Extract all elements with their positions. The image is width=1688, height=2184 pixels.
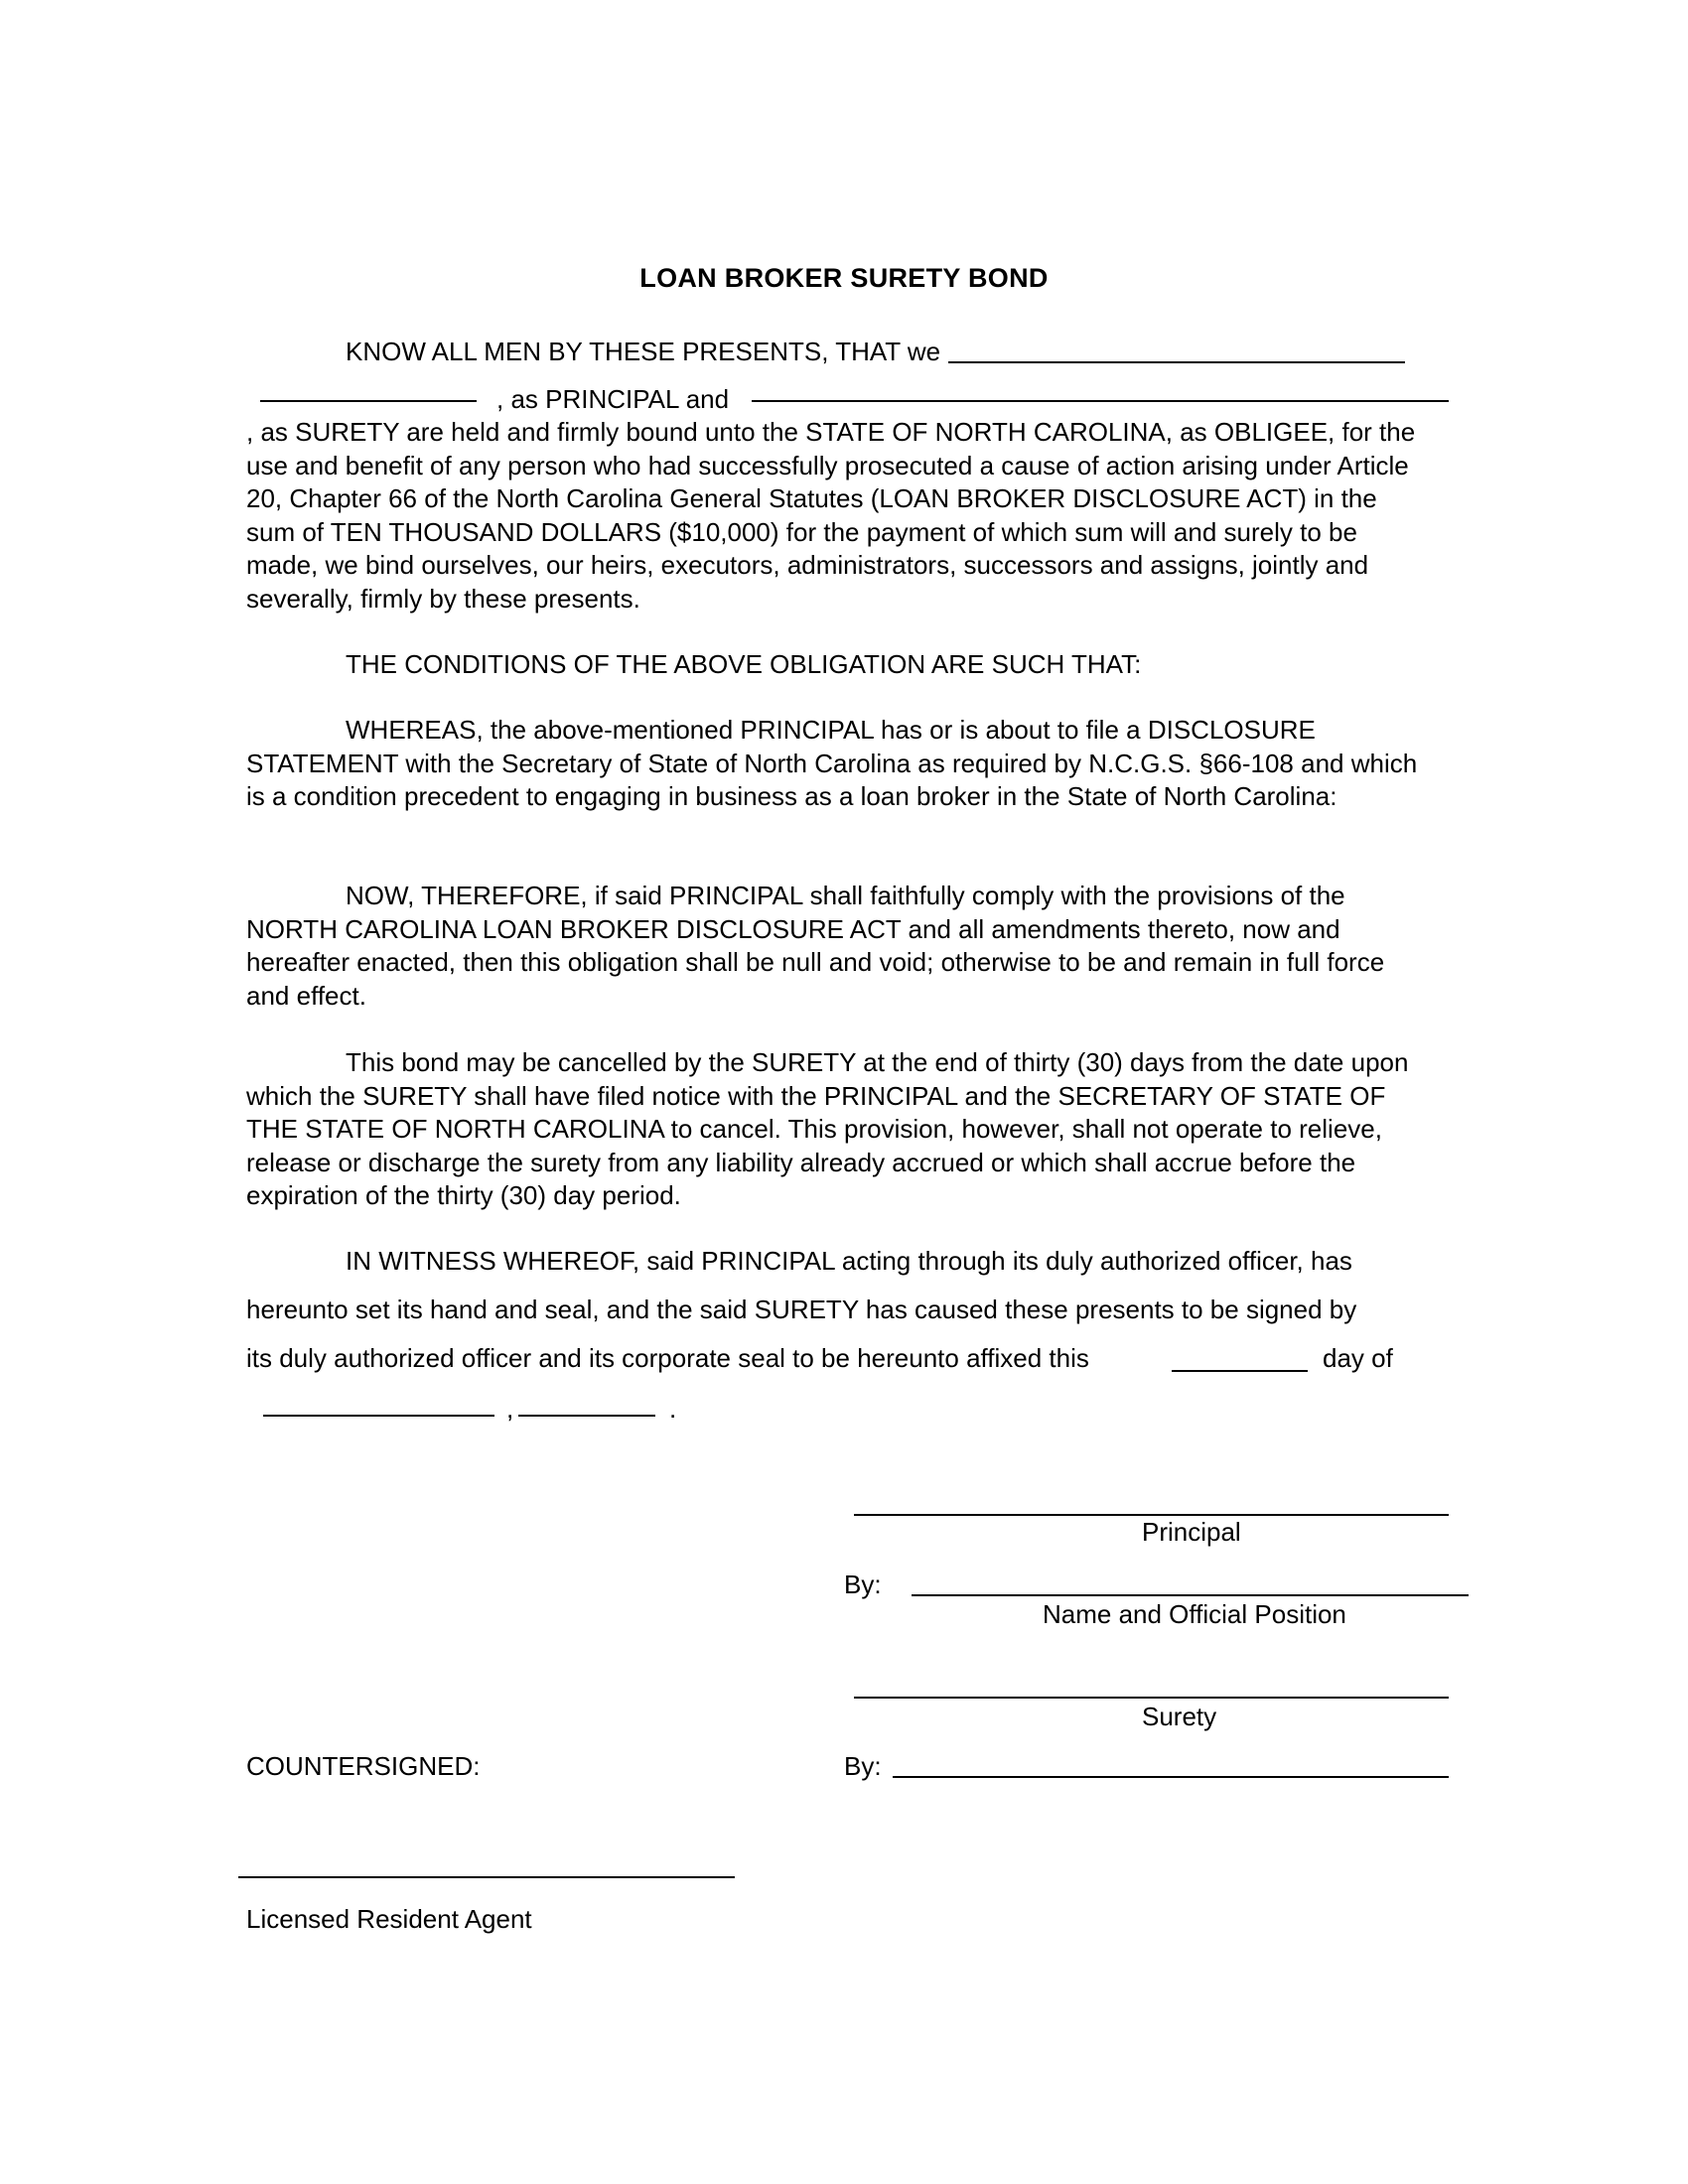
month-blank[interactable] (263, 1415, 494, 1417)
principal-name-blank-2[interactable] (260, 400, 477, 402)
cancellation-paragraph: This bond may be cancelled by the SURETY at the end of thirty (30) days from the date upon which the SURETY shall have filed notice with the PRINCIPAL and the SECRETARY OF STATE OF THE STATE OF NORTH CAROLINA to cancel. This provision, however, shall not operate to relieve, release or discharge the surety from any liability already accrued or which shall accrue before the expiration of the thirty (30) day period. (246, 1047, 1409, 1210)
conditions-heading: THE CONDITIONS OF THE ABOVE OBLIGATION ARE SUCH THAT: (346, 649, 1142, 679)
date-comma: , (506, 1394, 514, 1424)
intro-paragraph: , as SURETY are held and firmly bound unto the STATE OF NORTH CAROLINA, as OBLIGEE, for the use and benefit of any person who had successfully prosecuted a cause of action arising under Article 20, Chapter 66 of the North Carolina General Statutes (LOAN BROKER DISCLOSURE ACT) in the sum of TEN THOUSAND DOLLARS ($10,000) for the payment of which sum will and surely to be made, we bind ourselves, our heirs, executors, administrators, successors and assigns, jointly and severally, firmly by these presents. (246, 417, 1416, 614)
surety-by-label: By: (844, 1751, 882, 1781)
name-position-label: Name and Official Position (1043, 1599, 1346, 1629)
surety-name-blank[interactable] (752, 400, 1449, 402)
principal-by-label: By: (844, 1570, 882, 1599)
witness-line-3: its duly authorized officer and its corporate seal to be hereunto affixed this (246, 1343, 1089, 1373)
year-blank[interactable] (518, 1415, 655, 1417)
countersigned-label: COUNTERSIGNED: (246, 1751, 481, 1781)
surety-officer-signature-line[interactable] (893, 1776, 1449, 1778)
agent-signature-line[interactable] (238, 1876, 735, 1878)
intro-line-1: KNOW ALL MEN BY THESE PRESENTS, THAT we (346, 337, 941, 366)
agent-label: Licensed Resident Agent (246, 1904, 532, 1934)
now-therefore-paragraph: NOW, THEREFORE, if said PRINCIPAL shall faithfully comply with the provisions of the NORTH CAROLINA LOAN BROKER DISCLOSURE ACT and all amendments thereto, now and hereafter enacted, then this obligation shall be null and void; otherwise to be and remain in full force and effect. (246, 881, 1385, 1011)
witness-line-2: hereunto set its hand and seal, and the said SURETY has caused these presents to be signed by (246, 1295, 1357, 1324)
as-principal-text: , as PRINCIPAL and (496, 384, 730, 414)
document-title: LOAN BROKER SURETY BOND (639, 263, 1049, 293)
surety-signature-line[interactable] (854, 1697, 1449, 1699)
principal-name-blank-1[interactable] (948, 361, 1405, 363)
surety-label: Surety (1142, 1702, 1217, 1731)
whereas-paragraph: WHEREAS, the above-mentioned PRINCIPAL has or is about to file a DISCLOSURE STATEMENT with the Secretary of State of North Carolina as required by N.C.G.S. §66-108 and which is a condition precedent to engaging in business as a loan broker in the State of North Carolina: (246, 715, 1418, 811)
principal-officer-signature-line[interactable] (912, 1594, 1469, 1596)
principal-label: Principal (1142, 1517, 1241, 1547)
day-of-text: day of (1323, 1343, 1393, 1373)
day-blank[interactable] (1172, 1370, 1308, 1372)
date-period: . (669, 1394, 677, 1424)
witness-line-1: IN WITNESS WHEREOF, said PRINCIPAL acting through its duly authorized officer, has (346, 1246, 1352, 1276)
